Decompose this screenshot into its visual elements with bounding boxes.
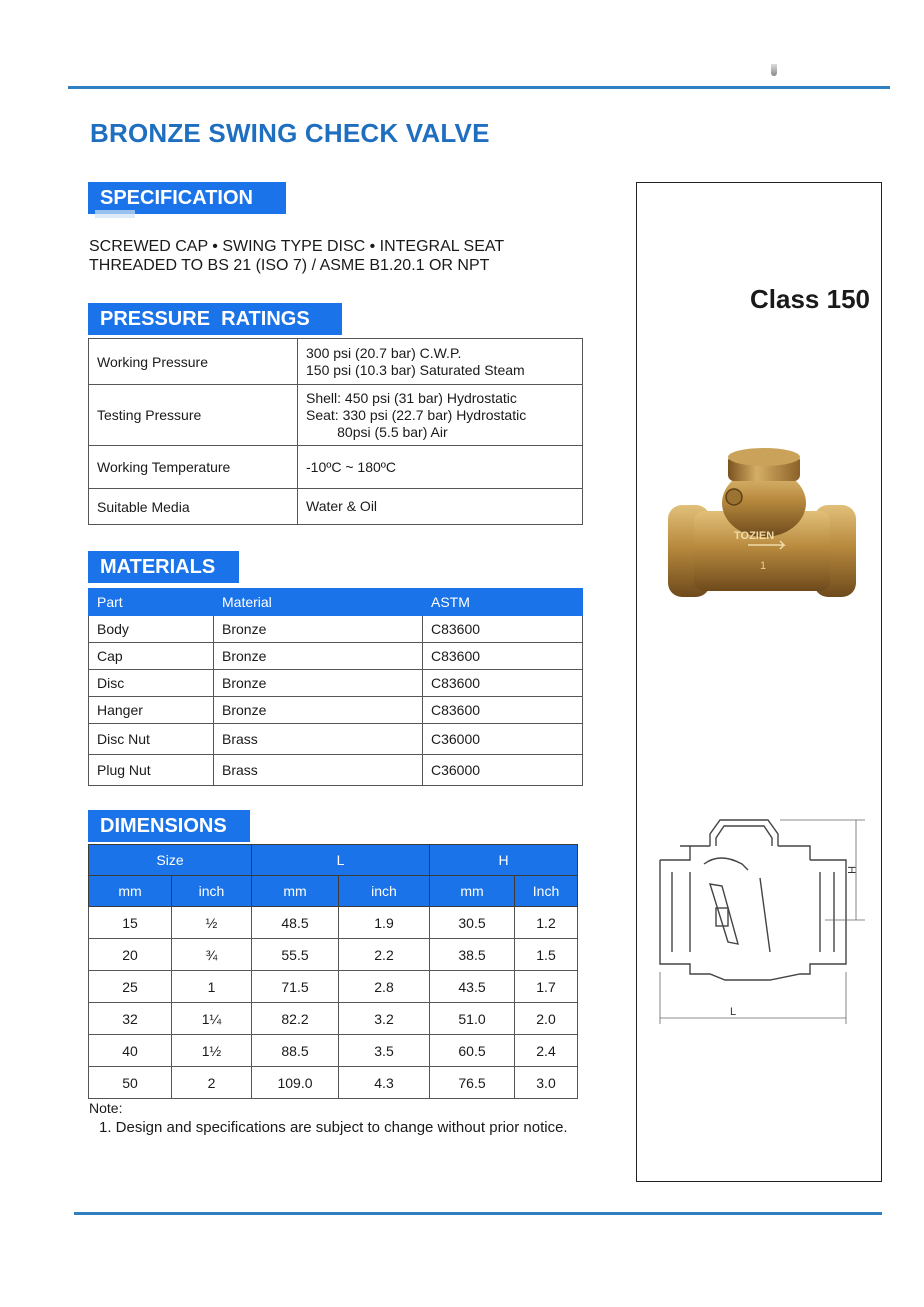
cell: ¾ (172, 939, 252, 971)
note-item: 1. Design and specifications are subject to change without prior notice. (99, 1119, 568, 1136)
table-row (89, 755, 583, 786)
specification-text (89, 237, 504, 275)
cell: C83600 (423, 670, 583, 697)
cell: Hanger (89, 697, 214, 724)
cell: 1.9 (339, 907, 430, 939)
cell: 76.5 (430, 1067, 515, 1099)
cell: 2 (172, 1067, 252, 1099)
rating-label: Suitable Media (89, 489, 298, 525)
cell: 1¼ (172, 1003, 252, 1035)
cell: 43.5 (430, 971, 515, 1003)
column-group-header: Size (89, 845, 252, 876)
rating-value-line: Seat: 330 psi (22.7 bar) Hydrostatic (306, 406, 527, 423)
valve-body (668, 448, 856, 597)
cell: Bronze (214, 697, 423, 724)
valve-marking: TOZIEN (734, 530, 775, 542)
cell: 2.0 (515, 1003, 578, 1035)
cell: 1 (172, 971, 252, 1003)
valve-cross-section-drawing (650, 812, 865, 1027)
class-label: Class 150 (750, 284, 870, 314)
cell: 1½ (172, 1035, 252, 1067)
page-title: BRONZE SWING CHECK VALVE (90, 118, 490, 148)
column-header: Material (214, 589, 423, 616)
column-header: Part (89, 589, 214, 616)
table-header-row (89, 845, 578, 876)
note-label: Note: (89, 1100, 123, 1116)
rating-value (298, 385, 583, 446)
materials-table (88, 588, 583, 786)
cell: Bronze (214, 670, 423, 697)
cell: 71.5 (252, 971, 339, 1003)
table-row (89, 1003, 578, 1035)
cell: Plug Nut (89, 755, 214, 786)
rating-value-line: 300 psi (20.7 bar) C.W.P. (306, 344, 462, 361)
cell: C83600 (423, 616, 583, 643)
cell: 51.0 (430, 1003, 515, 1035)
rating-value-line: 80psi (5.5 bar) Air (306, 423, 448, 440)
cell: Cap (89, 643, 214, 670)
table-row (89, 724, 583, 755)
table-header-row (89, 589, 583, 616)
valve-size-mark: 1 (760, 560, 767, 572)
cell: Bronze (214, 616, 423, 643)
cell: 55.5 (252, 939, 339, 971)
cell: 25 (89, 971, 172, 1003)
cell: 4.3 (339, 1067, 430, 1099)
table-row (89, 1035, 578, 1067)
rating-value-line: 150 psi (10.3 bar) Saturated Steam (306, 361, 525, 378)
table-row (89, 1067, 578, 1099)
rating-label: Testing Pressure (89, 385, 298, 446)
table-row (89, 670, 583, 697)
cell: 109.0 (252, 1067, 339, 1099)
top-rule (68, 86, 890, 89)
spec-line: THREADED TO BS 21 (ISO 7) / ASME B1.20.1 OR NPT (89, 257, 490, 274)
table-row (89, 489, 583, 525)
length-label: L (730, 1006, 737, 1018)
table-row (89, 616, 583, 643)
table-row (89, 446, 583, 489)
rating-value (298, 339, 583, 385)
cell: 2.8 (339, 971, 430, 1003)
cell: 1.5 (515, 939, 578, 971)
table-row (89, 643, 583, 670)
column-group-header: H (430, 845, 578, 876)
rating-label: Working Pressure (89, 339, 298, 385)
table-row (89, 697, 583, 724)
materials-heading: MATERIALS (88, 551, 239, 583)
cell: 40 (89, 1035, 172, 1067)
cell: 48.5 (252, 907, 339, 939)
rating-value-line: Shell: 450 psi (31 bar) Hydrostatic (306, 389, 517, 406)
cell: 38.5 (430, 939, 515, 971)
corner-mark-icon (771, 64, 777, 76)
cell: Disc Nut (89, 724, 214, 755)
specification-heading: SPECIFICATION (88, 182, 286, 214)
cell: 3.2 (339, 1003, 430, 1035)
column-group-header: L (252, 845, 430, 876)
column-header: mm (252, 876, 339, 907)
rating-value: Water & Oil (298, 489, 583, 525)
cell: 60.5 (430, 1035, 515, 1067)
cell: C83600 (423, 697, 583, 724)
pressure-ratings-table (88, 338, 583, 525)
cell: 1.7 (515, 971, 578, 1003)
table-row (89, 939, 578, 971)
table-header-row (89, 876, 578, 907)
heading-shadow (95, 210, 135, 218)
cell: 82.2 (252, 1003, 339, 1035)
cell: Bronze (214, 643, 423, 670)
dimensions-table (88, 844, 578, 1099)
column-header: inch (172, 876, 252, 907)
cell: 2.4 (515, 1035, 578, 1067)
table-row (89, 339, 583, 385)
cell: C83600 (423, 643, 583, 670)
spec-line: SCREWED CAP • SWING TYPE DISC • INTEGRAL SEAT (89, 238, 505, 255)
bottom-rule (74, 1212, 882, 1215)
column-header: inch (339, 876, 430, 907)
cell: 3.0 (515, 1067, 578, 1099)
cell: 20 (89, 939, 172, 971)
cell: 88.5 (252, 1035, 339, 1067)
rating-label: Working Temperature (89, 446, 298, 489)
table-row (89, 907, 578, 939)
cell: 1.2 (515, 907, 578, 939)
column-header: mm (430, 876, 515, 907)
table-row (89, 971, 578, 1003)
cell: Body (89, 616, 214, 643)
drawing-outline (660, 820, 846, 980)
rating-value: -10ºC ~ 180ºC (298, 446, 583, 489)
cell: 3.5 (339, 1035, 430, 1067)
cell: ½ (172, 907, 252, 939)
column-header: Inch (515, 876, 578, 907)
height-label: H (845, 866, 857, 874)
valve-photo (664, 445, 859, 610)
cell: 30.5 (430, 907, 515, 939)
cell: C36000 (423, 755, 583, 786)
cell: 32 (89, 1003, 172, 1035)
column-header: mm (89, 876, 172, 907)
table-row (89, 385, 583, 446)
product-panel (636, 182, 882, 1182)
cell: C36000 (423, 724, 583, 755)
cell: Disc (89, 670, 214, 697)
cell: Brass (214, 724, 423, 755)
column-header: ASTM (423, 589, 583, 616)
pressure-ratings-heading: PRESSURE RATINGS (88, 303, 342, 335)
cell: 15 (89, 907, 172, 939)
cell: Brass (214, 755, 423, 786)
cell: 50 (89, 1067, 172, 1099)
cell: 2.2 (339, 939, 430, 971)
dimensions-heading: DIMENSIONS (88, 810, 250, 842)
